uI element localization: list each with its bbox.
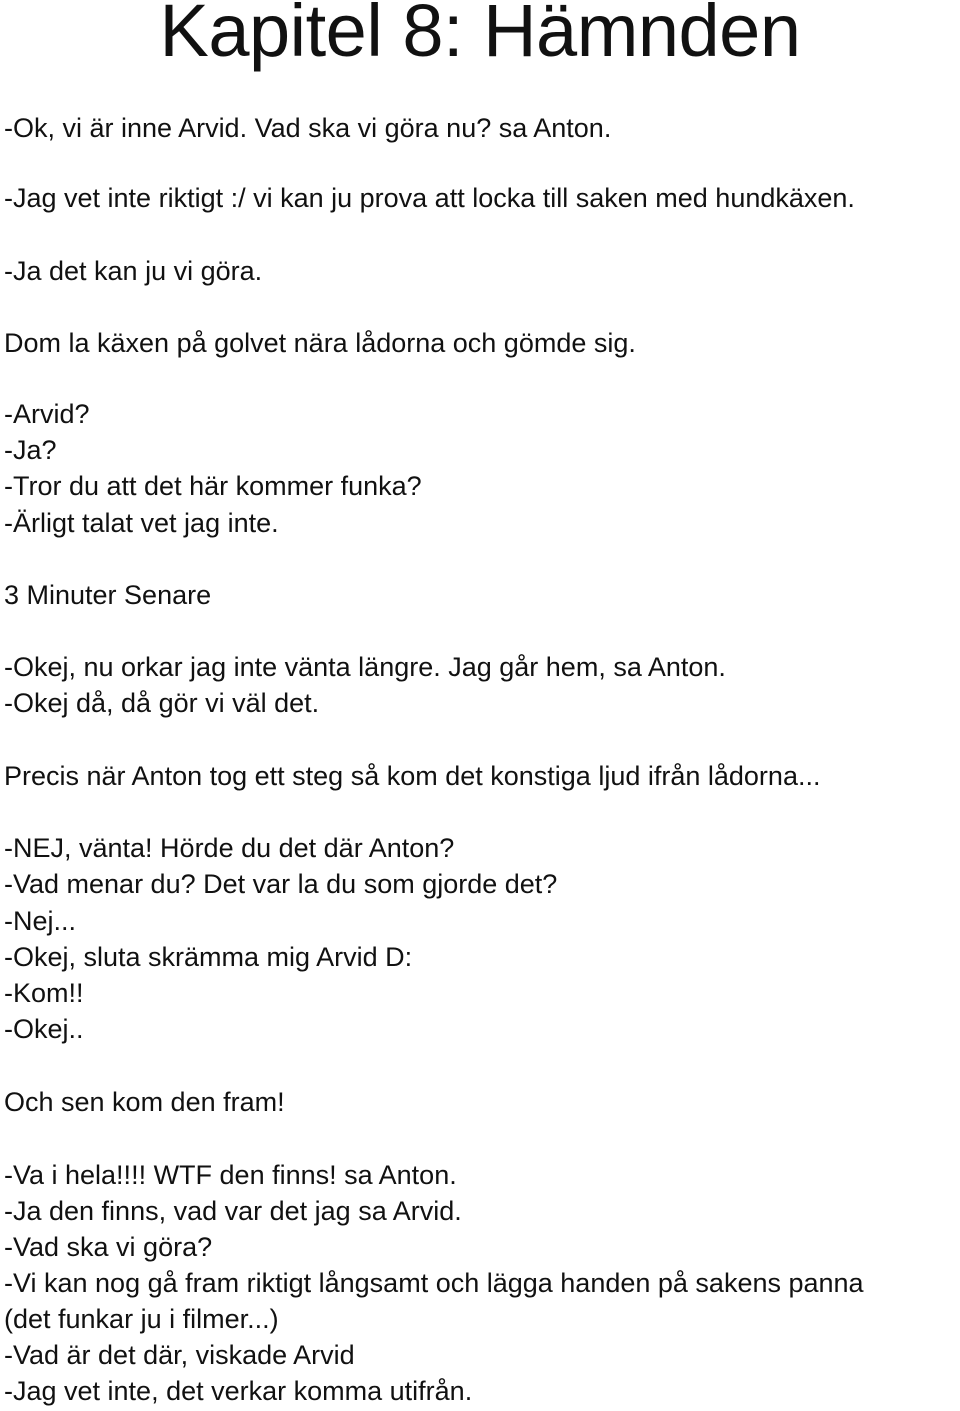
- text-line: -Okej då, då gör vi väl det.: [4, 688, 320, 718]
- text-line: 3 Minuter Senare: [4, 580, 212, 610]
- text-line: -Ärligt talat vet jag inte.: [4, 508, 279, 538]
- text-line: -Nej...: [4, 906, 77, 936]
- text-line: -Arvid?: [4, 399, 90, 429]
- text-line: -Okej..: [4, 1014, 84, 1044]
- text-line: -Ja det kan ju vi göra.: [4, 256, 263, 286]
- text-line: Och sen kom den fram!: [4, 1087, 285, 1117]
- chapter-title: Kapitel 8: Hämnden: [159, 0, 801, 72]
- text-line: -Vi kan nog gå fram riktigt långsamt och lägga handen på sakens panna: [4, 1268, 864, 1298]
- text-line: -Ja?: [4, 435, 57, 465]
- text-line: (det funkar ju i filmer...): [4, 1304, 279, 1334]
- text-line: -NEJ, vänta! Hörde du det där Anton?: [4, 833, 455, 863]
- text-line: -Okej, nu orkar jag inte vänta längre. Jag går hem, sa Anton.: [4, 652, 726, 682]
- text-line: -Jag vet inte riktigt :/ vi kan ju prova att locka till saken med hundkäxen.: [4, 183, 855, 213]
- text-line: -Vad menar du? Det var la du som gjorde det?: [4, 869, 558, 899]
- text-line: -Kom!!: [4, 978, 84, 1008]
- text-line: -Ok, vi är inne Arvid. Vad ska vi göra nu? sa Anton.: [4, 113, 612, 143]
- text-line: -Jag vet inte, det verkar komma utifrån.: [4, 1376, 473, 1406]
- text-line: -Vad är det där, viskade Arvid: [4, 1340, 355, 1370]
- text-line: -Okej, sluta skrämma mig Arvid D:: [4, 942, 413, 972]
- text-line: Dom la käxen på golvet nära lådorna och gömde sig.: [4, 328, 636, 358]
- text-line: Precis när Anton tog ett steg så kom det konstiga ljud ifrån lådorna...: [4, 761, 821, 791]
- text-line: -Tror du att det här kommer funka?: [4, 471, 422, 501]
- text-line: -Ja den finns, vad var det jag sa Arvid.: [4, 1196, 462, 1226]
- text-line: -Vad ska vi göra?: [4, 1232, 213, 1262]
- text-line: -Va i hela!!!! WTF den finns! sa Anton.: [4, 1160, 457, 1190]
